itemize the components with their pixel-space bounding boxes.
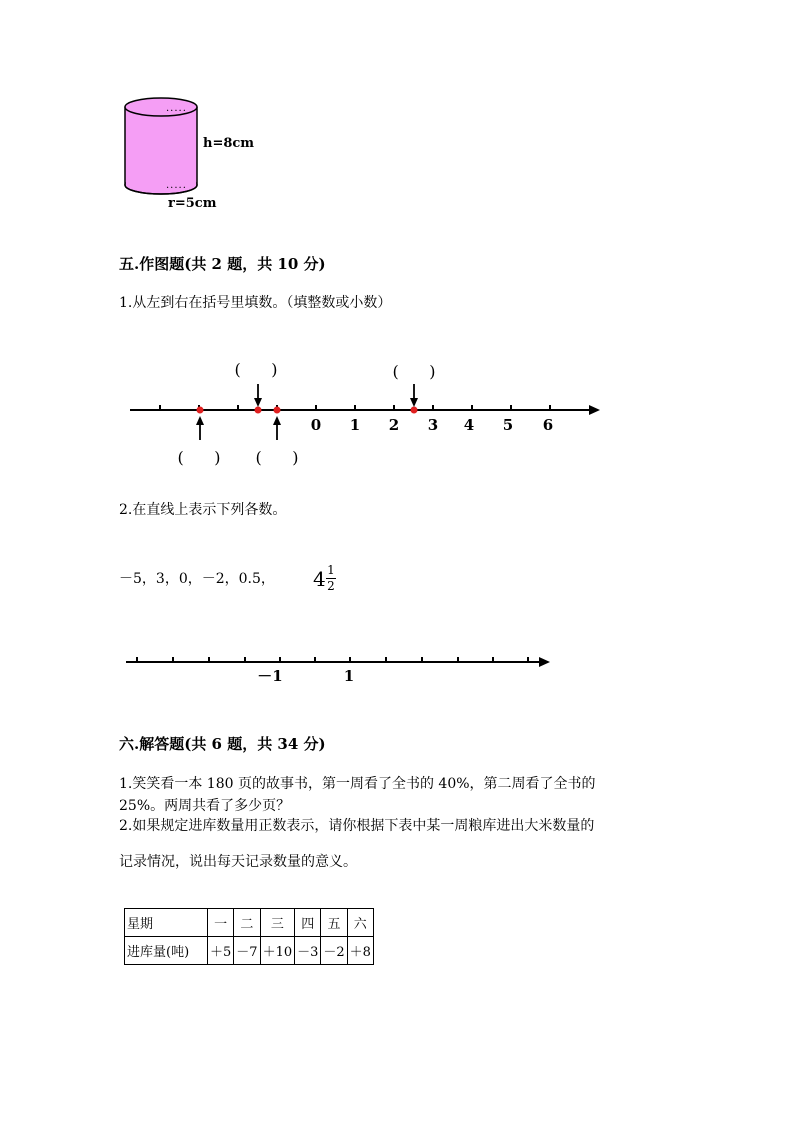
tick-label-1: 1	[349, 416, 361, 434]
number-line-2-arrowhead	[539, 657, 550, 667]
answer-bracket-a[interactable]: ( )	[177, 448, 221, 467]
table-cell: 一	[208, 909, 234, 937]
tick-label-3: 3	[427, 416, 439, 434]
cylinder-body-cover	[126, 107, 196, 185]
point-a	[197, 407, 204, 414]
table-cell: －3	[295, 937, 321, 965]
section6-q1-line1: 1.笑笑看一本 180 页的故事书，第一周看了全书的 40%，第二周看了全书的	[119, 776, 596, 792]
table-row	[125, 937, 374, 965]
section5-q2-text: 2.在直线上表示下列各数。	[119, 502, 287, 518]
point-d	[411, 407, 418, 414]
table-cell: 三	[260, 909, 295, 937]
section6-q2-line1: 2.如果规定进库数量用正数表示，请你根据下表中某一周粮库进出大米数量的	[119, 818, 595, 834]
answer-bracket-b[interactable]: ( )	[234, 360, 278, 379]
mixed-number-whole: 4	[313, 567, 326, 591]
table-cell: ＋5	[208, 937, 234, 965]
tick-label-2: 2	[388, 416, 400, 434]
point-c	[274, 407, 281, 414]
table-cell: 六	[347, 909, 373, 937]
table-cell: 五	[321, 909, 347, 937]
section6-q2-line2: 记录情况，说出每天记录数量的意义。	[119, 854, 357, 870]
arrow-down-b	[254, 384, 262, 407]
section6-title: 六.解答题(共 6 题，共 34 分)	[119, 735, 326, 753]
answer-bracket-c[interactable]: ( )	[255, 448, 299, 467]
height-label: h=8cm	[203, 136, 255, 151]
table-cell: －7	[234, 937, 260, 965]
section5-q2-numbers: －5，3，0，－2，0.5，	[119, 571, 275, 587]
table-header-row	[125, 909, 374, 937]
cylinder-bottom-dots: .....	[166, 180, 187, 191]
radius-label: r=5cm	[168, 196, 217, 211]
table-cell: 四	[295, 909, 321, 937]
table-cell: 进库量(吨)	[125, 937, 208, 965]
point-b	[255, 407, 262, 414]
arrow-up-c	[273, 416, 281, 440]
table-cell: 二	[234, 909, 260, 937]
mixed-number-denominator: 2	[327, 579, 335, 593]
table-cell: －2	[321, 937, 347, 965]
number-line-1-arrowhead	[589, 405, 600, 415]
section5-title: 五.作图题(共 2 题，共 10 分)	[119, 255, 326, 273]
table-cell: ＋10	[260, 937, 295, 965]
cylinder-top-dots: .....	[166, 103, 187, 114]
arrow-down-d	[410, 384, 418, 407]
section5-q1-text: 1.从左到右在括号里填数。（填整数或小数）	[119, 295, 392, 311]
table-cell: ＋8	[347, 937, 373, 965]
number-line-2	[120, 650, 560, 690]
section6-q1-line2: 25%。两周共看了多少页？	[119, 798, 291, 814]
answer-bracket-d[interactable]: ( )	[392, 362, 436, 381]
tick-label-6: 6	[542, 416, 554, 434]
tick-label-neg1: －1	[257, 667, 283, 685]
tick-label-1: 1	[343, 667, 355, 685]
tick-label-4: 4	[463, 416, 475, 434]
mixed-number-numerator: 1	[327, 563, 335, 577]
arrow-up-a	[196, 416, 204, 440]
tick-label-0: 0	[310, 416, 322, 434]
number-line-1	[120, 355, 620, 470]
table-cell: 星期	[125, 909, 208, 937]
tick-label-5: 5	[502, 416, 514, 434]
record-table	[124, 908, 374, 965]
